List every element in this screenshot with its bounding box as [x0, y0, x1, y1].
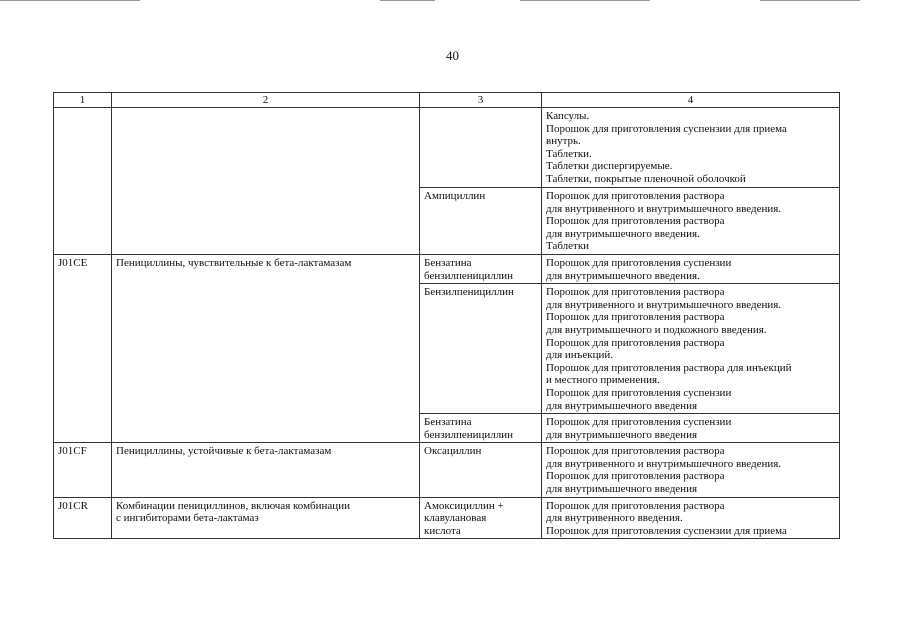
dosage-forms-cell	[542, 443, 840, 497]
group-name-cell	[112, 108, 420, 255]
dosage-form-line: для внутримышечного введения	[546, 428, 698, 441]
dosage-form-line: для внутривенного введения.	[546, 512, 683, 525]
dosage-form-line: Таблетки	[546, 240, 590, 253]
dosage-form-line: для внутримышечного введения	[546, 399, 698, 412]
dosage-forms-cell	[542, 108, 840, 188]
dosage-form-line: Порошок для приготовления суспензии для приема	[546, 122, 787, 135]
dosage-form-line: Порошок для приготовления раствора	[546, 499, 725, 512]
dosage-form-line: для внутривенного и внутримышечного введения.	[546, 202, 782, 215]
drug-name: Бензатина	[424, 256, 472, 269]
dosage-form-line: внутрь.	[546, 135, 581, 148]
dosage-form-line: Порошок для приготовления суспензии	[546, 386, 732, 399]
drug-table	[53, 92, 840, 539]
drug-name-cell	[420, 254, 542, 283]
dosage-form-line: Порошок для приготовления раствора	[546, 286, 725, 299]
header-row	[54, 93, 840, 108]
dosage-forms-cell	[542, 188, 840, 255]
drug-name: бензилпенициллин	[424, 269, 514, 282]
dosage-form-line: Таблетки, покрытые пленочной оболочкой	[546, 172, 746, 185]
drug-name-cell	[420, 284, 542, 414]
column-header: 3	[420, 93, 542, 108]
dosage-form-line: и местного применения.	[546, 374, 660, 387]
group-name: Комбинации пенициллинов, включая комбинации	[116, 499, 350, 512]
table-row	[54, 108, 840, 188]
dosage-form-line: Порошок для приготовления раствора	[546, 445, 725, 458]
drug-name-cell	[420, 108, 542, 188]
group-name: Пенициллины, устойчивые к бета-лактамазам	[116, 445, 332, 458]
group-name: с ингибиторами бета-лактамаз	[116, 512, 259, 525]
dosage-forms-cell	[542, 414, 840, 443]
dosage-form-line: Порошок для приготовления раствора	[546, 190, 725, 202]
dosage-form-line: для внутривенного и внутримышечного введения.	[546, 298, 782, 311]
drug-name: кислота	[424, 524, 461, 537]
atc-code: J01CR	[58, 499, 88, 512]
drug-name: Амоксициллин +	[424, 499, 504, 512]
drug-name-cell	[420, 497, 542, 539]
dosage-form-line: Порошок для приготовления раствора	[546, 311, 725, 324]
dosage-form-line: для инъекций.	[546, 349, 613, 362]
drug-name: клавулановая	[424, 512, 487, 525]
table-row	[54, 443, 840, 497]
top-rule	[520, 0, 650, 1]
drug-name: Бензатина	[424, 416, 472, 429]
dosage-form-line: для внутримышечного и подкожного введения.	[546, 323, 767, 336]
drug-name: бензилпенициллин	[424, 428, 514, 441]
dosage-form-line: Капсулы.	[546, 110, 590, 122]
drug-name-cell	[420, 443, 542, 497]
dosage-form-line: для внутримышечного введения.	[546, 269, 700, 282]
drug-name: Ампициллин	[424, 190, 486, 202]
dosage-form-line: Порошок для приготовления раствора	[546, 336, 725, 349]
dosage-form-line: Порошок для приготовления суспензии для приема	[546, 524, 787, 537]
top-rule	[0, 0, 140, 1]
group-name-cell	[112, 254, 420, 442]
table-row	[54, 497, 840, 539]
atc-code-cell	[54, 497, 112, 539]
dosage-form-line: для внутривенного и внутримышечного введения.	[546, 457, 782, 470]
group-name: Пенициллины, чувствительные к бета-лактамазам	[116, 256, 352, 269]
drug-name: Бензилпенициллин	[424, 286, 514, 299]
dosage-form-line: для внутримышечного введения.	[546, 227, 700, 240]
column-header: 1	[54, 93, 112, 108]
group-name-cell	[112, 497, 420, 539]
drug-name: Оксациллин	[424, 445, 482, 458]
dosage-form-line: для внутримышечного введения	[546, 483, 698, 496]
dosage-forms-cell	[542, 284, 840, 414]
dosage-forms-cell	[542, 254, 840, 283]
dosage-form-line: Порошок для приготовления суспензии	[546, 256, 732, 269]
group-name-cell	[112, 443, 420, 497]
dosage-form-line: Порошок для приготовления суспензии	[546, 416, 732, 429]
top-rule	[380, 0, 435, 1]
atc-code-cell	[54, 254, 112, 442]
dosage-form-line: Порошок для приготовления раствора	[546, 470, 725, 483]
page-number: 40	[446, 48, 459, 63]
column-header: 2	[112, 93, 420, 108]
dosage-form-line: Порошок для приготовления раствора для инъекций	[546, 361, 792, 374]
table-row	[54, 254, 840, 283]
dosage-form-line: Порошок для приготовления раствора	[546, 215, 725, 228]
dosage-form-line: Таблетки диспергируемые.	[546, 160, 673, 173]
top-rule	[760, 0, 860, 1]
drug-name-cell	[420, 188, 542, 255]
atc-code: J01CE	[58, 256, 88, 269]
atc-code-cell	[54, 108, 112, 255]
dosage-form-line: Таблетки.	[546, 147, 592, 160]
drug-name-cell	[420, 414, 542, 443]
dosage-forms-cell	[542, 497, 840, 539]
column-header: 4	[542, 93, 840, 108]
atc-code-cell	[54, 443, 112, 497]
atc-code: J01CF	[58, 445, 87, 458]
